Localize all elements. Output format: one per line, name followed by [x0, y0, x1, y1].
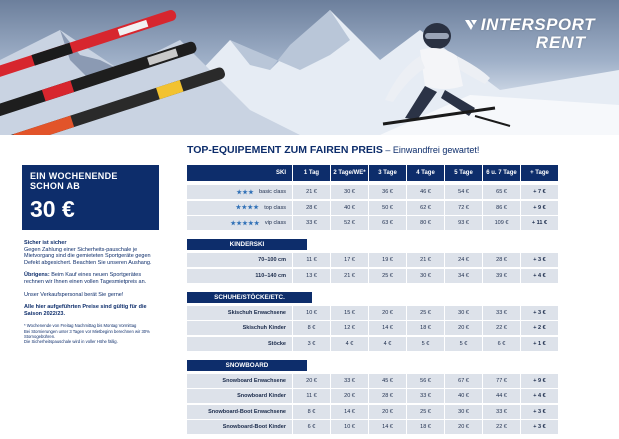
- extra-day-price: + 11 €: [521, 216, 559, 230]
- table-row: [187, 389, 593, 403]
- price-cell: 8 €: [293, 321, 331, 335]
- price-cell: 86 €: [483, 201, 521, 215]
- star-rating-icon: ★★★: [236, 189, 255, 196]
- price-cell: 40 €: [331, 201, 369, 215]
- extra-day-price: + 3 €: [521, 253, 559, 267]
- price-cell: 30 €: [445, 306, 483, 320]
- item-name: Snowboard Erwachsene: [222, 377, 286, 384]
- price-cell: 109 €: [483, 216, 521, 230]
- row-label: [187, 337, 293, 351]
- price-cell: 24 €: [445, 253, 483, 267]
- column-header: 5 Tage: [445, 165, 483, 181]
- row-label: [187, 185, 293, 199]
- price-cell: 11 €: [293, 253, 331, 267]
- table-row: [187, 269, 593, 283]
- item-name: Snowboard Kinder: [237, 393, 286, 399]
- extra-day-price: + 3 €: [521, 405, 559, 419]
- price-cell: 21 €: [331, 269, 369, 283]
- table-row: [187, 306, 593, 320]
- column-header: SKI: [187, 165, 293, 181]
- extra-day-price: + 9 €: [521, 201, 559, 215]
- column-header: 1 Tag: [293, 165, 331, 181]
- price-cell: 3 €: [293, 337, 331, 351]
- price-cell: 15 €: [331, 306, 369, 320]
- price-cell: 4 €: [331, 337, 369, 351]
- row-label: [187, 389, 293, 403]
- price-cell: 11 €: [293, 389, 331, 403]
- item-name: Stöcke: [267, 340, 286, 347]
- note-season: Alle hier aufgeführten Preise sind gültig für die Saison 2022/23.: [24, 304, 147, 317]
- price-cell: 21 €: [407, 253, 445, 267]
- item-name: Snowboard-Boot Erwachsene: [208, 408, 286, 415]
- price-cell: 62 €: [407, 201, 445, 215]
- column-header: 4 Tage: [407, 165, 445, 181]
- price-cell: 33 €: [483, 405, 521, 419]
- column-header: 2 Tage/WE*: [331, 165, 369, 181]
- price-cell: 34 €: [445, 269, 483, 283]
- row-label: [187, 321, 293, 335]
- price-cell: 10 €: [293, 306, 331, 320]
- price-cell: 6 €: [483, 337, 521, 351]
- weekend-promo-box: [22, 165, 159, 230]
- section-header: KINDERSKI: [187, 239, 307, 250]
- item-name: Skischuh Erwachsene: [227, 309, 286, 316]
- extra-day-price: + 2 €: [521, 321, 559, 335]
- ski-rows: [187, 185, 593, 230]
- row-label: [187, 420, 293, 434]
- note-purchase: Übrigens: Beim Kauf eines neuen Sportgerätes rechnen wir Ihnen einen vollen Tagesmietpreis an.: [24, 272, 147, 285]
- price-cell: 30 €: [445, 405, 483, 419]
- price-cell: 40 €: [445, 389, 483, 403]
- price-cell: 14 €: [369, 321, 407, 335]
- price-cell: 19 €: [369, 253, 407, 267]
- price-cell: 33 €: [483, 306, 521, 320]
- class-name: top class: [264, 204, 286, 211]
- item-name: Snowboard-Boot Kinder: [222, 424, 286, 430]
- table-row: [187, 201, 593, 215]
- price-cell: 6 €: [293, 420, 331, 434]
- table-row: [187, 321, 593, 335]
- price-cell: 67 €: [445, 374, 483, 388]
- price-cell: 21 €: [293, 185, 331, 199]
- section-header: SCHUHE/STÖCKE/ETC.: [187, 292, 312, 303]
- price-cell: 30 €: [407, 269, 445, 283]
- price-cell: 56 €: [407, 374, 445, 388]
- price-cell: 39 €: [483, 269, 521, 283]
- price-cell: 63 €: [369, 216, 407, 230]
- promo-line-2: SCHON AB: [30, 181, 81, 191]
- intersport-logo-icon: [464, 18, 478, 32]
- row-label: [187, 269, 293, 283]
- price-cell: 28 €: [369, 389, 407, 403]
- price-cell: 20 €: [369, 306, 407, 320]
- row-label: [187, 405, 293, 419]
- extra-day-price: + 7 €: [521, 185, 559, 199]
- price-cell: 80 €: [407, 216, 445, 230]
- price-cell: 25 €: [369, 269, 407, 283]
- table-row: [187, 253, 593, 267]
- price-cell: 52 €: [331, 216, 369, 230]
- price-cell: 12 €: [331, 321, 369, 335]
- class-name: basic class: [259, 189, 286, 195]
- brand-sub: RENT: [535, 33, 587, 52]
- price-cell: 46 €: [407, 185, 445, 199]
- price-cell: 20 €: [331, 389, 369, 403]
- row-label: [187, 374, 293, 388]
- price-cell: 5 €: [445, 337, 483, 351]
- item-name: Skischuh Kinder: [242, 325, 286, 331]
- price-cell: 28 €: [483, 253, 521, 267]
- table-row: [187, 420, 593, 434]
- table-row: [187, 374, 593, 388]
- note-staff: Unser Verkaufspersonal berät Sie gerne!: [24, 291, 124, 298]
- price-cell: 10 €: [331, 420, 369, 434]
- star-rating-icon: ★★★★: [235, 205, 260, 211]
- price-cell: 77 €: [483, 374, 521, 388]
- intersport-rent-logo: [464, 16, 595, 52]
- column-header: + Tage: [521, 165, 559, 181]
- fine-print: * Wochenende von Freitag Nachmittag bis Montag Vormittag Bei Stornierungen unter 3 Tagen vor Mietbeginn berechnen wir 30% Stornogebühren. Die Sicherheitspauschale wird in voller Höhe fällig.: [24, 323, 150, 344]
- price-cell: 22 €: [483, 420, 521, 434]
- price-cell: 5 €: [407, 337, 445, 351]
- price-cell: 14 €: [369, 420, 407, 434]
- price-cell: 20 €: [445, 321, 483, 335]
- price-cell: 14 €: [331, 405, 369, 419]
- extra-day-price: + 4 €: [521, 269, 559, 283]
- price-cell: 54 €: [445, 185, 483, 199]
- page-title: TOP-EQUIPEMENT ZUM FAIREN PREIS – Einwandfrei gewartet!: [187, 144, 480, 156]
- table-row: [187, 405, 593, 419]
- table-row: [187, 216, 593, 230]
- star-rating-icon: ★★★★★: [230, 220, 260, 227]
- price-cell: 33 €: [331, 374, 369, 388]
- price-cell: 4 €: [369, 337, 407, 351]
- price-cell: 17 €: [331, 253, 369, 267]
- extra-day-price: + 1 €: [521, 337, 559, 351]
- price-cell: 18 €: [407, 321, 445, 335]
- price-cell: 20 €: [369, 405, 407, 419]
- price-cell: 36 €: [369, 185, 407, 199]
- table-sections: [187, 239, 593, 434]
- item-name: 110–140 cm: [255, 272, 286, 279]
- price-cell: 72 €: [445, 201, 483, 215]
- extra-day-price: + 4 €: [521, 389, 559, 403]
- price-cell: 25 €: [407, 306, 445, 320]
- price-cell: 33 €: [293, 216, 331, 230]
- row-label: [187, 306, 293, 320]
- section-header: SNOWBOARD: [187, 360, 307, 371]
- price-cell: 22 €: [483, 321, 521, 335]
- price-cell: 20 €: [293, 374, 331, 388]
- price-table: [187, 165, 593, 436]
- price-cell: 33 €: [407, 389, 445, 403]
- brand-name: INTERSPORT: [480, 15, 595, 34]
- price-cell: 93 €: [445, 216, 483, 230]
- price-cell: 30 €: [331, 185, 369, 199]
- table-header: [187, 165, 593, 181]
- hero-banner: [0, 0, 619, 135]
- promo-line-1: EIN WOCHENENDE: [30, 171, 118, 181]
- class-name: vip class: [264, 220, 286, 226]
- info-notes: [24, 240, 159, 344]
- extra-day-price: + 3 €: [521, 420, 559, 434]
- table-row: [187, 185, 593, 199]
- price-cell: 20 €: [445, 420, 483, 434]
- note-safety: Sicher ist sicher Gegen Zahlung einer Sicherheits-pauschale je Mietvorgang sind die gemieteten Sportgeräte gegen Defekt abgesichert. Beachten Sie unseren Aushang.: [24, 240, 152, 266]
- column-header: 6 u. 7 Tage: [483, 165, 521, 181]
- row-label: [187, 253, 293, 267]
- column-header: 3 Tage: [369, 165, 407, 181]
- price-cell: 8 €: [293, 405, 331, 419]
- extra-day-price: + 3 €: [521, 306, 559, 320]
- price-cell: 25 €: [407, 405, 445, 419]
- promo-price: 30 €: [30, 196, 75, 222]
- price-cell: 65 €: [483, 185, 521, 199]
- extra-day-price: + 9 €: [521, 374, 559, 388]
- price-cell: 45 €: [369, 374, 407, 388]
- price-cell: 50 €: [369, 201, 407, 215]
- table-row: [187, 337, 593, 351]
- row-label: [187, 216, 293, 230]
- price-cell: 18 €: [407, 420, 445, 434]
- item-name: 70–100 cm: [258, 257, 286, 263]
- price-cell: 13 €: [293, 269, 331, 283]
- row-label: [187, 201, 293, 215]
- price-cell: 28 €: [293, 201, 331, 215]
- price-cell: 44 €: [483, 389, 521, 403]
- skis-image: [0, 8, 230, 135]
